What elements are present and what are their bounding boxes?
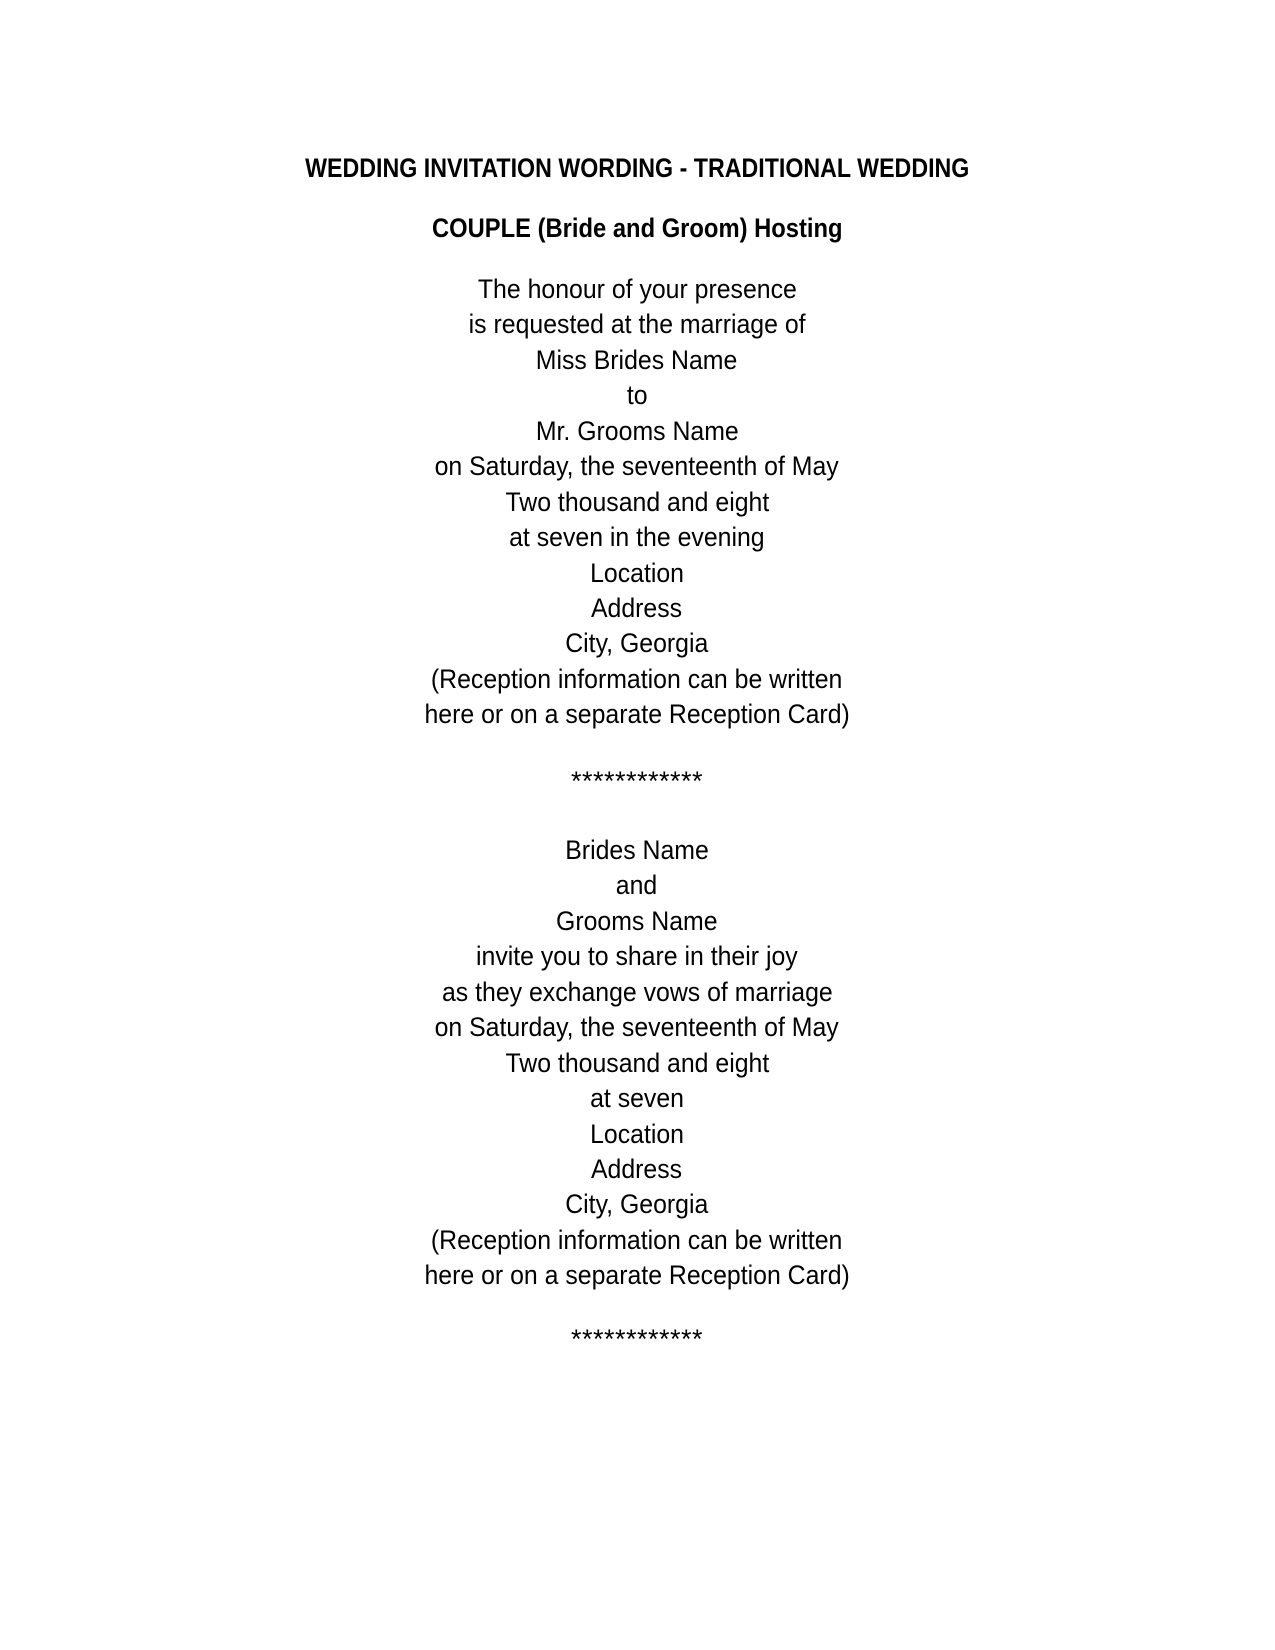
bride-name-line — [0, 833, 1274, 868]
reception-note-line — [0, 1223, 1274, 1258]
reception-note-line — [0, 697, 1274, 732]
groom-name-line — [0, 904, 1274, 939]
invitation-line-text: to — [626, 380, 648, 411]
bride-name-line — [0, 343, 1274, 378]
invitation-line-text: as they exchange vows of marriage — [441, 976, 833, 1007]
invitation-line — [0, 939, 1274, 974]
invitation-line-text: (Reception information can be written — [431, 663, 843, 694]
invitation-line-text: Location — [590, 557, 684, 588]
invitation-line — [0, 307, 1274, 342]
date-line — [0, 449, 1274, 484]
invitation-line-text: City, Georgia — [565, 1189, 709, 1220]
invitation-line-text: and — [616, 870, 658, 901]
invitation-line-text: on Saturday, the seventeenth of May — [434, 1012, 840, 1043]
year-line — [0, 485, 1274, 520]
invitation-line-text: Two thousand and eight — [505, 486, 769, 517]
invitation-line-text: here or on a separate Reception Card) — [424, 1260, 850, 1291]
invitation-line-text: Brides Name — [565, 835, 709, 865]
city-line — [0, 626, 1274, 661]
date-line — [0, 1010, 1274, 1045]
document-title-text: WEDDING INVITATION WORDING - TRADITIONAL WEDDING — [304, 153, 970, 183]
invitation-line-text: invite you to share in their joy — [476, 941, 798, 972]
document-subtitle — [0, 210, 1274, 246]
invitation-line — [0, 975, 1274, 1010]
invitation-line-text: at seven — [590, 1083, 684, 1114]
invitation-line-text: Location — [590, 1118, 684, 1149]
invitation-line-text: at seven in the evening — [509, 522, 765, 553]
invitation-wording-1 — [0, 272, 1274, 733]
section-separator: ************ — [570, 1324, 704, 1354]
address-line — [0, 591, 1274, 626]
year-line — [0, 1046, 1274, 1081]
invitation-line — [0, 378, 1274, 413]
invitation-line — [0, 272, 1274, 307]
invitation-line-text: The honour of your presence — [477, 274, 797, 304]
invitation-line-text: Grooms Name — [556, 905, 718, 936]
invitation-line-text: Address — [591, 1153, 683, 1184]
invitation-line-text: Two thousand and eight — [505, 1047, 769, 1078]
time-line — [0, 520, 1274, 555]
invitation-line — [0, 868, 1274, 903]
groom-name-line — [0, 414, 1274, 449]
reception-note-line — [0, 662, 1274, 697]
document-subtitle-text: COUPLE (Bride and Groom) Hosting — [431, 213, 843, 243]
time-line — [0, 1081, 1274, 1116]
invitation-line-text: Address — [591, 592, 683, 623]
location-line — [0, 1117, 1274, 1152]
address-line — [0, 1152, 1274, 1187]
location-line — [0, 556, 1274, 591]
invitation-line-text: here or on a separate Reception Card) — [424, 699, 850, 730]
invitation-line-text: (Reception information can be written — [431, 1224, 843, 1255]
invitation-line-text: City, Georgia — [565, 628, 709, 659]
invitation-line-text: is requested at the marriage of — [468, 309, 806, 340]
invitation-line-text: Miss Brides Name — [536, 344, 738, 375]
invitation-wording-2 — [0, 833, 1274, 1294]
document-title — [0, 150, 1274, 186]
city-line — [0, 1187, 1274, 1222]
invitation-line-text: Mr. Grooms Name — [535, 415, 739, 446]
invitation-line-text: on Saturday, the seventeenth of May — [434, 451, 840, 482]
reception-note-line — [0, 1258, 1274, 1293]
section-separator: ************ — [570, 766, 704, 796]
